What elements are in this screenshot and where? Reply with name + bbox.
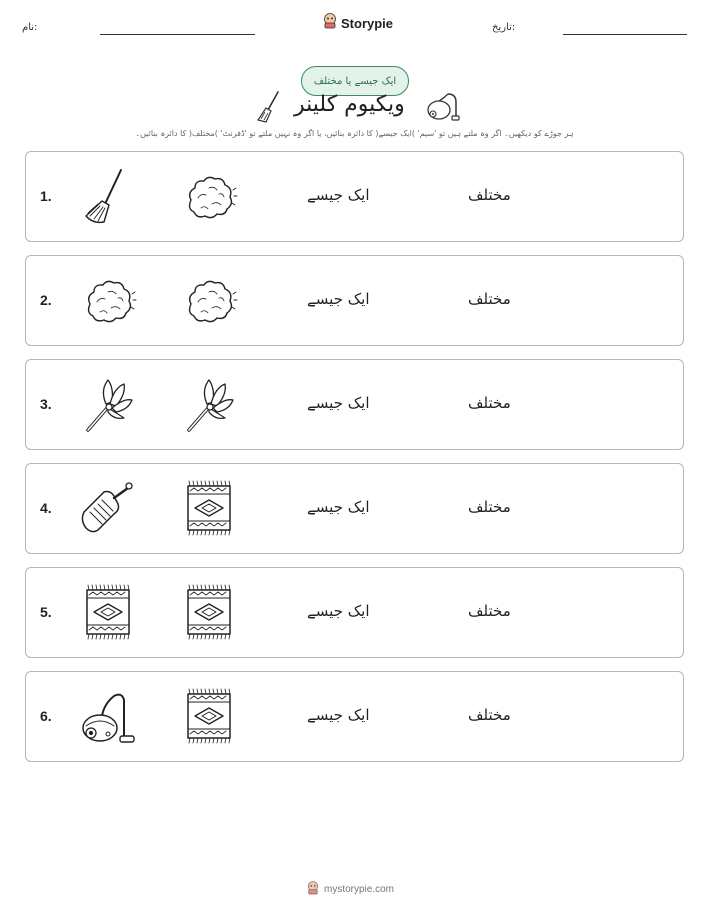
- dustpan-icon: [78, 478, 138, 540]
- brand: [323, 13, 393, 33]
- option-different[interactable]: مختلف: [468, 706, 511, 724]
- vacuum-cleaner-icon: [78, 686, 138, 748]
- vacuum-cleaner-icon: [426, 92, 460, 126]
- option-different[interactable]: مختلف: [468, 186, 511, 204]
- storypie-logo-icon: [323, 13, 337, 33]
- name-label: نام:: [22, 22, 38, 33]
- date-label: تاریخ:: [492, 22, 516, 33]
- date-line[interactable]: [563, 34, 687, 35]
- page-title: ویکیوم کلینر: [294, 92, 405, 117]
- question-row-3: [25, 359, 684, 450]
- option-same[interactable]: ایک جیسے: [307, 602, 370, 620]
- row-number: 3.: [40, 396, 52, 412]
- dust-cloud-icon: [179, 270, 239, 332]
- rug-icon: [179, 582, 239, 644]
- category-pill: ایک جیسے یا مختلف: [301, 66, 409, 96]
- footer: [307, 880, 394, 899]
- rug-icon: [179, 686, 239, 748]
- row-number: 1.: [40, 188, 52, 204]
- broom-icon: [78, 166, 138, 228]
- broom-icon: [256, 90, 282, 128]
- option-same[interactable]: ایک جیسے: [307, 290, 370, 308]
- rug-icon: [179, 478, 239, 540]
- brand-name: Storypie: [341, 15, 394, 31]
- option-same[interactable]: ایک جیسے: [307, 186, 370, 204]
- feather-duster-icon: [179, 374, 239, 436]
- option-different[interactable]: مختلف: [468, 394, 511, 412]
- storypie-logo-icon: [307, 880, 319, 899]
- question-row-1: [25, 151, 684, 242]
- option-same[interactable]: ایک جیسے: [307, 498, 370, 516]
- dust-cloud-icon: [179, 166, 239, 228]
- option-different[interactable]: مختلف: [468, 290, 511, 308]
- question-row-5: [25, 567, 684, 658]
- name-line[interactable]: [100, 34, 255, 35]
- option-different[interactable]: مختلف: [468, 602, 511, 620]
- title-row: [0, 88, 709, 128]
- rug-icon: [78, 582, 138, 644]
- option-same[interactable]: ایک جیسے: [307, 394, 370, 412]
- footer-url[interactable]: mystorypie.com: [324, 884, 395, 895]
- row-number: 5.: [40, 604, 52, 620]
- question-row-4: [25, 463, 684, 554]
- row-number: 4.: [40, 500, 52, 516]
- option-different[interactable]: مختلف: [468, 498, 511, 516]
- feather-duster-icon: [78, 374, 138, 436]
- instructions: ہر جوڑے کو دیکھیں۔ اگر وہ ملتے ہیں تو 'سیم' )ایک جیسے( کا دائرہ بنائیں، یا اگر وہ نہیں ملتے تو 'ڈفرنٹ' )مختلف( کا دائرہ بنائیں۔: [135, 129, 574, 138]
- option-same[interactable]: ایک جیسے: [307, 706, 370, 724]
- question-row-2: [25, 255, 684, 346]
- dust-cloud-icon: [78, 270, 138, 332]
- question-row-6: [25, 671, 684, 762]
- row-number: 2.: [40, 292, 52, 308]
- row-number: 6.: [40, 708, 52, 724]
